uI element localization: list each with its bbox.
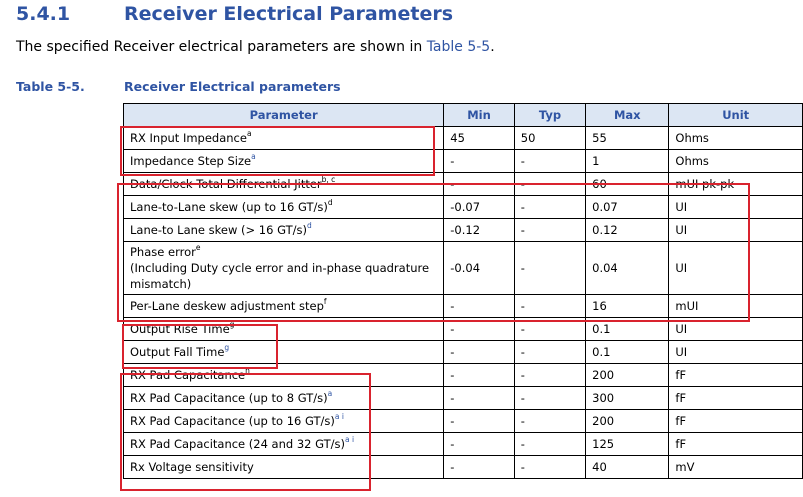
footnote-marker[interactable]: a i bbox=[345, 435, 355, 444]
cell-max: 1 bbox=[586, 150, 669, 173]
cell-typ: - bbox=[514, 364, 585, 387]
cell-typ: - bbox=[514, 341, 585, 364]
cell-max: 0.1 bbox=[586, 341, 669, 364]
parameter-name: Output Fall Time bbox=[130, 345, 225, 359]
cell-typ: 50 bbox=[514, 127, 585, 150]
cell-max: 60 bbox=[586, 173, 669, 196]
cell-max: 0.1 bbox=[586, 318, 669, 341]
footnote-marker: a bbox=[246, 129, 252, 138]
cell-min: -0.12 bbox=[444, 219, 515, 242]
cell-max: 55 bbox=[586, 127, 669, 150]
header-max: Max bbox=[586, 104, 669, 127]
cell-typ: - bbox=[514, 318, 585, 341]
cell-unit: Ohms bbox=[669, 127, 803, 150]
footnote-marker: e bbox=[195, 243, 201, 252]
cell-min: -0.04 bbox=[444, 242, 515, 295]
parameter-name: Output Rise Time bbox=[130, 322, 230, 336]
cell-typ: - bbox=[514, 410, 585, 433]
parameter-name: RX Pad Capacitance bbox=[130, 368, 246, 382]
cell-unit: Ohms bbox=[669, 150, 803, 173]
cell-max: 0.07 bbox=[586, 196, 669, 219]
cell-min: - bbox=[444, 433, 515, 456]
cell-unit: mUI pk-pk bbox=[669, 173, 803, 196]
cell-unit: fF bbox=[669, 387, 803, 410]
cell-max: 200 bbox=[586, 364, 669, 387]
cell-max: 0.12 bbox=[586, 219, 669, 242]
parameter-name: Phase error bbox=[130, 245, 196, 259]
footnote-marker: b, c bbox=[321, 175, 336, 184]
cell-unit: mUI bbox=[669, 295, 803, 318]
intro-end: . bbox=[490, 39, 495, 55]
cell-typ: - bbox=[514, 295, 585, 318]
footnote-marker[interactable]: d bbox=[306, 221, 312, 230]
cell-typ: - bbox=[514, 456, 585, 479]
cell-min: - bbox=[444, 295, 515, 318]
cell-unit: mV bbox=[669, 456, 803, 479]
section-title: Receiver Electrical Parameters bbox=[124, 3, 454, 25]
cell-typ: - bbox=[514, 150, 585, 173]
parameter-detail: (Including Duty cycle error and in-phase quadrature mismatch) bbox=[130, 261, 430, 291]
header-parameter: Parameter bbox=[124, 104, 444, 127]
cell-typ: - bbox=[514, 219, 585, 242]
parameter-name: Per-Lane deskew adjustment step bbox=[130, 299, 324, 313]
annotation-box-jitter-skew bbox=[117, 183, 750, 322]
cell-unit: fF bbox=[669, 410, 803, 433]
cell-unit: fF bbox=[669, 433, 803, 456]
cell-typ: - bbox=[514, 433, 585, 456]
cell-max: 40 bbox=[586, 456, 669, 479]
intro-paragraph bbox=[16, 39, 495, 55]
cell-min: - bbox=[444, 318, 515, 341]
table-reference-link[interactable]: Table 5-5 bbox=[426, 39, 491, 55]
cell-min: - bbox=[444, 410, 515, 433]
footnote-marker[interactable]: a bbox=[251, 152, 256, 161]
header-typ: Typ bbox=[514, 104, 585, 127]
parameter-name: Lane-to-Lane skew (up to 16 GT/s) bbox=[130, 200, 328, 214]
cell-min: -0.07 bbox=[444, 196, 515, 219]
footnote-marker[interactable]: a i bbox=[334, 412, 344, 421]
cell-min: - bbox=[444, 150, 515, 173]
parameter-name: Impedance Step Size bbox=[130, 154, 252, 168]
cell-typ: - bbox=[514, 387, 585, 410]
cell-min: - bbox=[444, 364, 515, 387]
intro-text: The specified Receiver electrical parameters are shown in bbox=[16, 39, 427, 55]
cell-typ: - bbox=[514, 173, 585, 196]
table-header-row bbox=[124, 104, 803, 127]
section-number: 5.4.1 bbox=[16, 3, 71, 25]
parameter-name: RX Pad Capacitance (up to 16 GT/s) bbox=[130, 414, 335, 428]
footnote-marker: d bbox=[327, 198, 333, 207]
annotation-box-impedance bbox=[120, 126, 435, 176]
parameter-name: Data/Clock Total Differential Jitter bbox=[130, 177, 322, 191]
annotation-box-rise-fall bbox=[122, 324, 278, 369]
parameter-name: RX Input Impedance bbox=[130, 131, 247, 145]
cell-unit: UI bbox=[669, 242, 803, 295]
cell-min: - bbox=[444, 173, 515, 196]
footnote-marker[interactable]: g bbox=[224, 343, 230, 352]
cell-min: 45 bbox=[444, 127, 515, 150]
cell-unit: UI bbox=[669, 341, 803, 364]
cell-max: 16 bbox=[586, 295, 669, 318]
footnote-marker[interactable]: a bbox=[327, 389, 333, 398]
cell-max: 125 bbox=[586, 433, 669, 456]
cell-max: 300 bbox=[586, 387, 669, 410]
header-unit: Unit bbox=[669, 104, 803, 127]
footnote-marker: g bbox=[229, 320, 235, 329]
parameter-name: RX Pad Capacitance (24 and 32 GT/s) bbox=[130, 437, 346, 451]
parameter-name: Lane-to Lane skew (> 16 GT/s) bbox=[130, 223, 307, 237]
header-min: Min bbox=[444, 104, 515, 127]
footnote-marker: f bbox=[323, 297, 327, 306]
table-title: Receiver Electrical parameters bbox=[124, 79, 341, 94]
cell-min: - bbox=[444, 341, 515, 364]
cell-typ: - bbox=[514, 196, 585, 219]
cell-max: 0.04 bbox=[586, 242, 669, 295]
parameter-name: Rx Voltage sensitivity bbox=[130, 460, 254, 474]
cell-unit: UI bbox=[669, 219, 803, 242]
cell-typ: - bbox=[514, 242, 585, 295]
footnote-marker: h bbox=[245, 366, 250, 375]
annotation-box-capacitance bbox=[120, 373, 371, 491]
table-number: Table 5-5. bbox=[16, 79, 85, 94]
parameter-name: RX Pad Capacitance (up to 8 GT/s) bbox=[130, 391, 328, 405]
cell-unit: UI bbox=[669, 196, 803, 219]
cell-min: - bbox=[444, 456, 515, 479]
cell-unit: UI bbox=[669, 318, 803, 341]
cell-unit: fF bbox=[669, 364, 803, 387]
cell-max: 200 bbox=[586, 410, 669, 433]
cell-min: - bbox=[444, 387, 515, 410]
